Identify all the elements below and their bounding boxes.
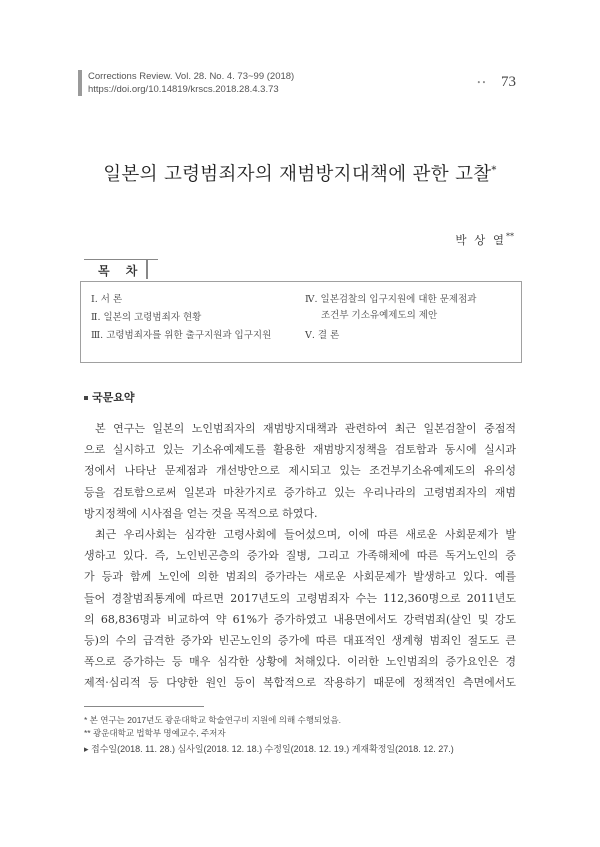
page-number-area	[477, 74, 516, 91]
footnote-rule	[84, 706, 204, 707]
text-line: 생하고 있다. 즉, 노인빈곤층의 증가와 질병, 그리고 가족해체에 따른 독거노인의 증	[84, 549, 516, 563]
toc-item-4: Ⅳ. 일본검찰의 입구지원에 대한 문제점과	[305, 294, 477, 305]
toc-box	[80, 281, 522, 363]
abstract-paragraph-2	[84, 524, 516, 694]
toc-item-5: Ⅴ. 결 론	[305, 330, 340, 341]
text-line: 들어 경찰범죄통계에 따르면 2017년도의 고령범죄자 수는 112,360명으로 2011년도	[84, 591, 516, 605]
title-footnote-mark: *	[491, 164, 497, 176]
author	[455, 232, 514, 248]
abstract-paragraph-1	[84, 418, 516, 524]
paper-title-text: 일본의 고령범죄자의 재범방지대책에 관한 고찰	[103, 164, 492, 185]
toc-header: 목 차	[84, 259, 158, 280]
journal-citation: Corrections Review. Vol. 28. No. 4. 73~99 (2018)	[88, 71, 295, 82]
footnote-2: ** 광운대학교 법학부 명예교수, 주저자	[84, 728, 226, 738]
journal-info	[78, 70, 388, 96]
text-line: 의 68,836명과 비교하여 약 61%가 증가하였고 내용면에서도 강력범죄(살인 및 강도	[84, 612, 516, 626]
section-heading-text: 국문요약	[92, 391, 135, 404]
text-line: 등)의 수의 급격한 증가와 빈곤노인의 증가에 따른 대표적인 생계형 범죄인 절도도 큰	[84, 634, 516, 648]
toc-item-2: Ⅱ. 일본의 고령범죄자 현황	[91, 312, 202, 323]
doi-link[interactable]: https://doi.org/10.14819/krscs.2018.28.4.3.73	[88, 84, 279, 95]
toc-item-1: Ⅰ. 서 론	[91, 294, 123, 305]
author-footnote-mark: **	[506, 232, 514, 242]
text-line: 방지정책에 시사점을 얻는 것을 목적으로 하였다.	[84, 506, 318, 520]
toc-item-3: Ⅲ. 고령범죄자를 위한 출구지원과 입구지원	[91, 330, 272, 341]
text-line: 폭으로 증가하는 등 매우 심각한 상황에 처해있다. 이러한 노인범죄의 증가요인은 경	[84, 655, 516, 669]
text-line: 최근 우리사회는 심각한 고령사회에 들어섰으며, 이에 따른 새로운 사회문제가 발	[95, 528, 516, 541]
text-line: 본 연구는 일본의 노인범죄자의 재범방지대책과 관련하여 최근 일본검찰이 중점적	[95, 422, 516, 435]
page-dots: ••	[476, 78, 487, 87]
page-number: 73	[501, 74, 516, 90]
paper-title	[0, 160, 600, 186]
section-heading	[84, 389, 135, 405]
toc-item-4-continued: 조건부 기소유예제도의 제안	[321, 310, 438, 321]
text-line: 가 등과 함께 노인에 의한 범죄의 증가라는 새로운 사회문제가 발생하고 있다. 예를	[84, 570, 516, 584]
text-line: 정에서 나타난 문제점과 개선방안으로 제시되고 있는 조건부기소유예제도의 유의성	[84, 464, 516, 478]
text-line: 으로 실시하고 있는 기소유예제도를 활용한 재범방지정책을 검토함과 동시에 실시과	[84, 443, 516, 457]
toc-header-divider	[146, 259, 148, 279]
submission-dates: ▸ 접수일(2018. 11. 28.) 심사일(2018. 12. 18.) 수정일(2018. 12. 19.) 게재확정일(2018. 12. 27.)	[84, 744, 454, 754]
text-line: 등을 검토함으로써 일본과 마찬가지로 증가하고 있는 우리나라의 고령범죄자의 재범	[84, 485, 516, 499]
square-bullet-icon	[84, 396, 88, 400]
text-line: 제적·심리적 등 다양한 원인 등이 복합적으로 작용하기 때문에 정책적인 측면에서도	[84, 676, 516, 690]
footnote-1: * 본 연구는 2017년도 광운대학교 학술연구비 지원에 의해 수행되었음.	[84, 715, 341, 725]
author-name: 박 상 열	[455, 233, 506, 247]
